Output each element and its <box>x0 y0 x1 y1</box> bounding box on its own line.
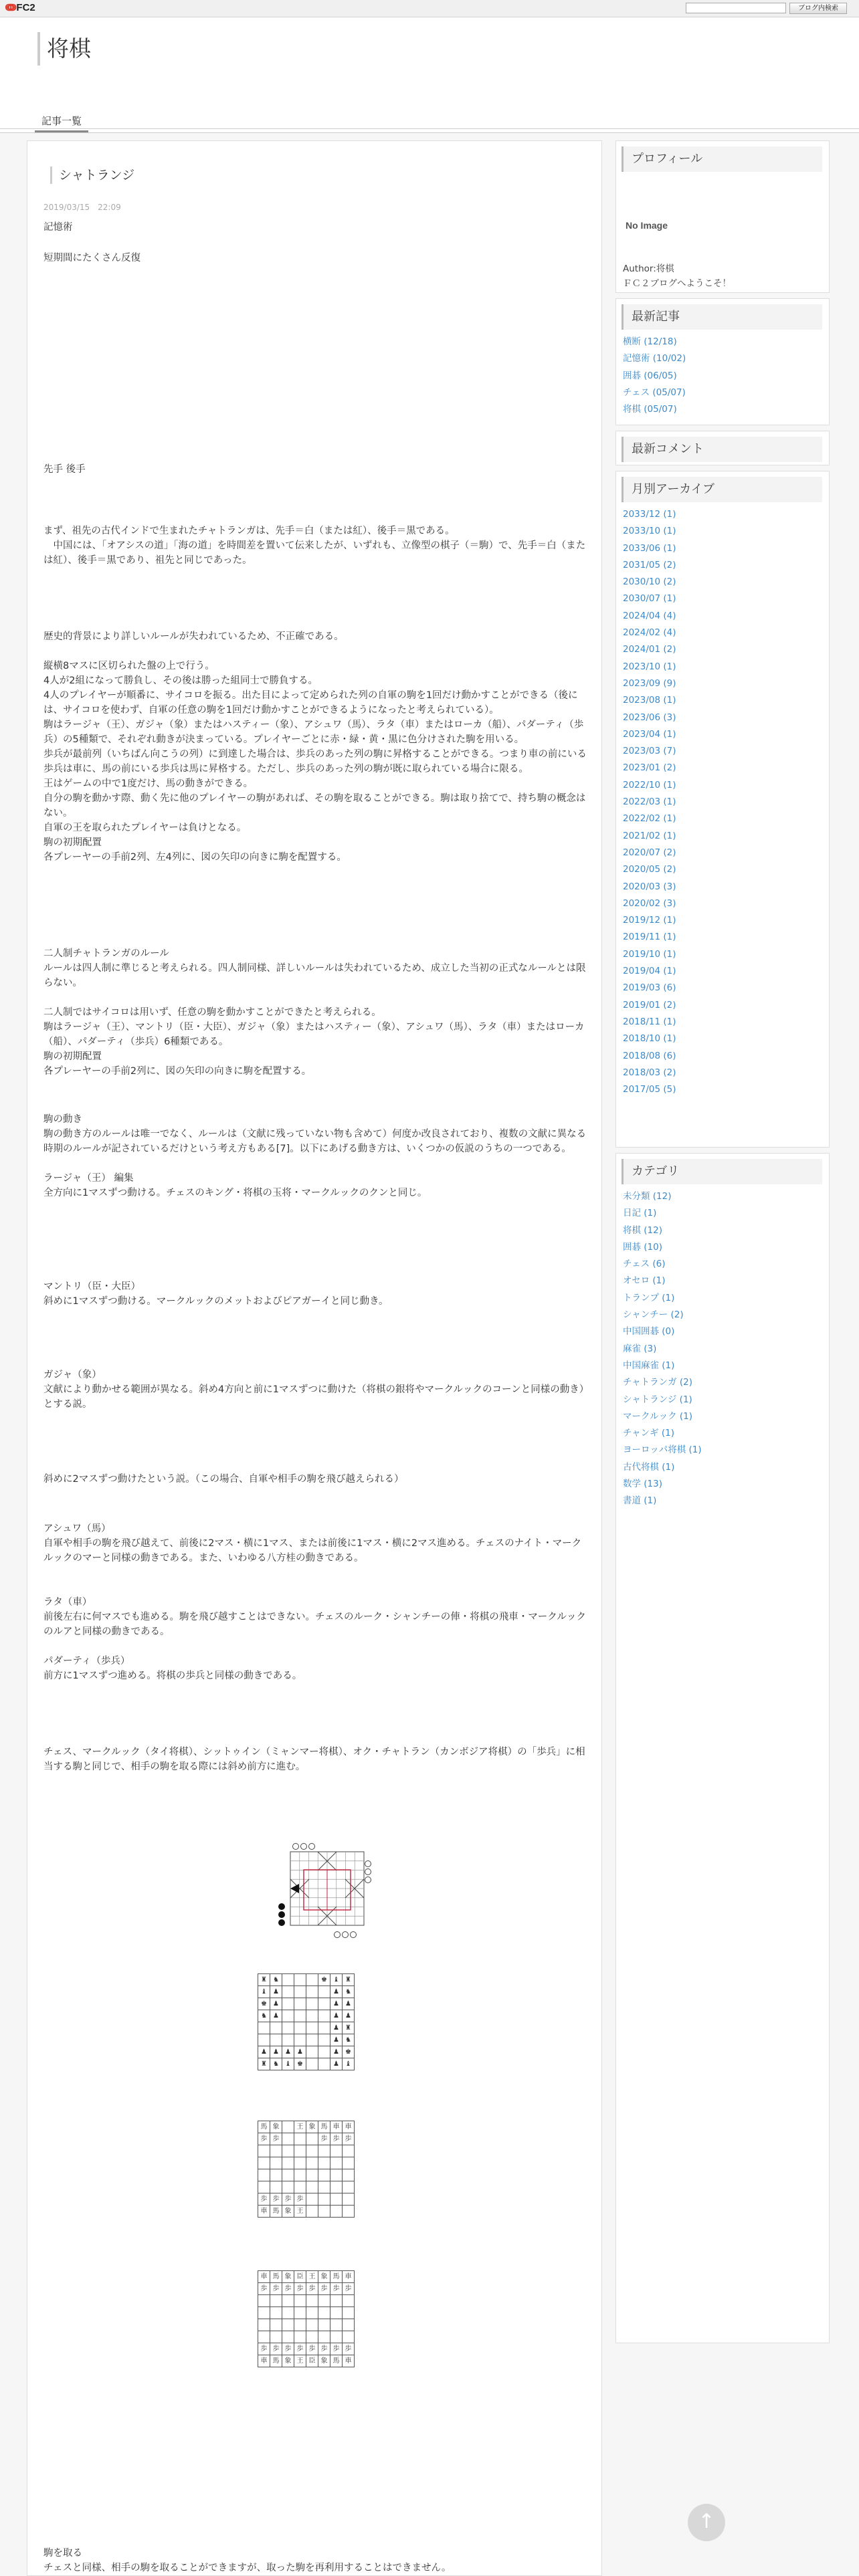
board-cell: 歩 <box>318 2343 330 2355</box>
category-item-link[interactable]: 中国麻雀 (1) <box>623 1360 675 1371</box>
category-item-link[interactable]: 日記 (1) <box>623 1208 657 1219</box>
archive-item <box>623 845 676 861</box>
widget-recent-title: 最新記事 <box>622 304 822 330</box>
board-cell: 馬 <box>330 2271 343 2283</box>
archive-item-link[interactable]: 2024/01 (2) <box>623 644 676 655</box>
widget-category <box>615 1153 830 2343</box>
board-cell <box>258 2181 270 2193</box>
archive-item <box>623 811 676 827</box>
board-cell: 臣 <box>306 2355 318 2367</box>
recent-article-item <box>623 401 686 418</box>
board-cell <box>306 2181 318 2193</box>
archive-item-link[interactable]: 2022/02 (1) <box>623 813 676 825</box>
archive-item <box>623 625 676 641</box>
archive-item <box>623 608 676 625</box>
board-cell <box>330 2307 343 2319</box>
board-cell: 象 <box>282 2355 294 2367</box>
board-cell: 歩 <box>282 2283 294 2295</box>
widget-profile <box>615 140 830 293</box>
board-cell <box>270 2331 282 2343</box>
fc2-logo-text: FC2 <box>16 2 35 13</box>
board-cell: 歩 <box>258 2193 270 2206</box>
board-cell <box>343 2319 355 2331</box>
fc2-logo[interactable] <box>5 2 35 13</box>
fc2-logo-icon: ↈ <box>5 2 17 13</box>
board-cell: 王 <box>294 2121 306 2133</box>
archive-item <box>623 777 676 794</box>
archive-item-link[interactable]: 2018/11 (1) <box>623 1016 676 1027</box>
board-cell <box>330 2169 343 2181</box>
recent-article-item-link[interactable]: チェス (05/07) <box>623 387 686 398</box>
board-cell <box>343 2181 355 2193</box>
board-cell: 歩 <box>343 2283 355 2295</box>
board-cell <box>294 2157 306 2169</box>
board-cell: 歩 <box>294 2283 306 2295</box>
board-cell: 車 <box>258 2206 270 2218</box>
archive-item <box>623 743 676 760</box>
board-cell: 車 <box>258 2271 270 2283</box>
archive-item-link[interactable]: 2024/02 (4) <box>623 627 676 639</box>
category-item-link[interactable]: 未分類 (12) <box>623 1191 672 1202</box>
archive-item-link[interactable]: 2023/09 (9) <box>623 677 676 689</box>
archive-item <box>623 1031 676 1047</box>
board-cell <box>294 2145 306 2157</box>
category-item <box>623 1425 702 1442</box>
category-item <box>623 1476 702 1493</box>
board-cell <box>318 2331 330 2343</box>
fc2-top-bar <box>0 0 859 17</box>
category-item-link[interactable]: チャトランガ (2) <box>623 1377 693 1388</box>
archive-item <box>623 641 676 658</box>
archive-item <box>623 828 676 845</box>
widget-recent-articles <box>615 298 830 425</box>
archive-item <box>623 574 676 591</box>
board-cell <box>318 2181 330 2193</box>
board-cell: 歩 <box>294 2343 306 2355</box>
archive-item <box>623 726 676 743</box>
entry-para-4: 駒の動き 駒の動き方のルールは唯一でなく、ルールは（文献に残っていない物も含めて）何度か改良されており、複数の文献に異なる時期のルールが記されているだけという考え方もある[7]。以下にあげる動き方は、いくつかの仮説のうちの一つである。 ラージャ（王） 編集 全方向に1マスずつ動ける。チェスのキング・将棋の玉将・マークルックのクンと同じ。 <box>43 1114 587 1198</box>
board-cell <box>258 2169 270 2181</box>
archive-item-link[interactable]: 2023/04 (1) <box>623 728 676 740</box>
board-cell <box>294 2295 306 2307</box>
category-item <box>623 1307 702 1323</box>
board-cell <box>330 2181 343 2193</box>
archive-item-link[interactable]: 2020/05 (2) <box>623 864 676 875</box>
archive-item <box>623 997 676 1014</box>
board-cell: 象 <box>306 2121 318 2133</box>
widget-recent-comments <box>615 431 830 465</box>
archive-item-link[interactable]: 2023/08 (1) <box>623 695 676 706</box>
category-item-link[interactable]: マークルック (1) <box>623 1410 693 1422</box>
board-cell <box>294 2181 306 2193</box>
board-cell <box>330 2157 343 2169</box>
archive-item-link[interactable]: 2023/03 (7) <box>623 746 676 757</box>
entry-para-3: 二人制チャトランガのルール ルールは四人制に準じると考えられる。四人制同様、詳しいルールは失われているため、成立した当初の正式なルールとは限らない。 二人制ではサイコロは用いず、任意の駒を動かすことができたと考えられる。 駒はラージャ（王）、マントリ（臣・大臣）、ガジャ（象）またはハスティー（象）、アシュワ（馬）、ラタ（車）またはローカ（船）、パダーティ（歩兵）6種類である。 駒の初期配置 各プレーヤーの手前2列に、図の矢印の向きに駒を配置する。 <box>43 948 586 1077</box>
board-cell <box>258 2319 270 2331</box>
board-cell <box>282 2319 294 2331</box>
board-cell <box>282 2133 294 2145</box>
category-item-link[interactable]: 中国囲碁 (0) <box>623 1326 675 1337</box>
board-cell <box>330 2319 343 2331</box>
board-cell <box>294 2307 306 2319</box>
board-cell <box>306 2133 318 2145</box>
board-cell <box>306 2157 318 2169</box>
archive-item-link[interactable]: 2033/10 (1) <box>623 526 676 537</box>
arrow-up-icon: ↑ <box>698 2510 715 2533</box>
category-item-link[interactable]: 数学 (13) <box>623 1479 663 1490</box>
category-item-link[interactable]: チャンギ (1) <box>623 1428 675 1439</box>
archive-item <box>623 760 676 776</box>
nav-divider <box>0 128 859 129</box>
board-cell <box>343 2295 355 2307</box>
recent-article-item <box>623 385 686 401</box>
board-cell <box>330 2331 343 2343</box>
archive-item <box>623 861 676 878</box>
entry-category[interactable]: 記憶術 <box>43 222 73 233</box>
category-item <box>623 1222 702 1239</box>
picture-board-diagram <box>258 1973 355 2070</box>
recent-article-item-link[interactable]: 将棋 (05/07) <box>623 404 677 415</box>
category-item <box>623 1459 702 1476</box>
category-item-link[interactable]: シャトランジ (1) <box>623 1394 692 1405</box>
archive-item-link[interactable]: 2023/10 (1) <box>623 661 676 672</box>
entry-para-2: 歴史的背景により詳しいルールが失われているため、不正確である。 縦横8マスに区切られた盤の上で行う。 4人が2組になって勝負し、その後は勝った組同士で勝負する。 4人のプレイヤーが順番に、サイコロを振る。出た目によって定められた列の自軍の駒を1回だけ動かすことができる（後には、サイコロを使わず、自軍の任意の駒を1回だけ動かすことができるようになったと考えられている）。 駒はラージャ（王）、ガジャ（象）またはハスティー（象）、アシュワ（馬）、ラタ（車）またはローカ（船）、パダーティ（歩兵）の5種類で、それぞれ動きが決まっている。プレイヤーごとに赤・緑・黄・黒に色分けされた駒を用いる。 歩兵が最前列（いちばん向こうの列）に到達した場合は、歩兵のあった列の駒に昇格することができる。つまり車の前にいる歩兵は車に、馬の前にいる歩兵は馬に昇格する。ただし、歩兵のあった列の駒が既に取られている場合に限る。 王はゲームの中で1度だけ、馬の動きができる。 自分の駒を動かす際、動く先に他のプレイヤーの駒があれば、その駒を取ることができる。駒は取り捨てで、持ち駒の概念はない。 自軍の王を取られたプレイヤーは負けとなる。 駒の初期配置 各プレーヤーの手前2列、左4列に、図の矢印の向きに駒を配置する。 <box>43 631 587 863</box>
board-cell <box>343 2331 355 2343</box>
archive-item <box>623 692 676 709</box>
archive-item-link[interactable]: 2033/12 (1) <box>623 509 676 520</box>
board-cell: 象 <box>318 2271 330 2283</box>
board-cell: 象 <box>282 2206 294 2218</box>
archive-item <box>623 912 676 929</box>
archive-item-link[interactable]: 2021/02 (1) <box>623 830 676 841</box>
board-cell: 歩 <box>270 2193 282 2206</box>
archive-item-link[interactable]: 2020/07 (2) <box>623 847 676 858</box>
two-player-board-diagram <box>258 2121 355 2218</box>
archive-item-link[interactable]: 2019/03 (6) <box>623 982 676 994</box>
board-cell: 歩 <box>318 2133 330 2145</box>
four-player-board-diagram <box>274 1840 374 1953</box>
recent-article-item <box>623 368 686 385</box>
archive-item <box>623 591 676 607</box>
archive-item <box>623 506 676 523</box>
category-item <box>623 1205 702 1222</box>
archive-item-link[interactable]: 2020/02 (3) <box>623 897 676 909</box>
shatranj-board-diagram <box>258 2270 355 2367</box>
board-cell <box>282 2331 294 2343</box>
board-cell <box>282 2181 294 2193</box>
entry-title[interactable]: シャトランジ <box>50 167 134 184</box>
main-entry <box>27 140 602 2576</box>
entry-date: 2019/03/15 22:09 <box>43 203 121 212</box>
entry-para-5: マントリ（臣・大臣） 斜めに1マスずつ動ける。マークルックのメットおよびピアガーイと同じ動き。 <box>43 1281 389 1307</box>
board-cell <box>343 2307 355 2319</box>
category-item <box>623 1442 702 1459</box>
category-item <box>623 1341 702 1358</box>
widget-category-title: カテゴリ <box>622 1159 822 1184</box>
category-item-link[interactable]: 将棋 (12) <box>623 1224 663 1236</box>
recent-articles-list <box>623 334 686 418</box>
archive-item <box>623 675 676 692</box>
archive-item <box>623 1065 676 1081</box>
board-cell <box>343 2193 355 2206</box>
board-cell <box>343 2157 355 2169</box>
archive-item <box>623 980 676 996</box>
category-item <box>623 1256 702 1273</box>
board-cell <box>258 2331 270 2343</box>
board-cell <box>330 2206 343 2218</box>
board-cell <box>318 2319 330 2331</box>
category-item <box>623 1188 702 1205</box>
widget-monthly-archive <box>615 471 830 1148</box>
category-item <box>623 1273 702 1289</box>
recent-article-item <box>623 350 686 367</box>
board-cell <box>343 2169 355 2181</box>
recent-article-item-link[interactable]: 記憶術 (10/02) <box>623 353 686 364</box>
board-cell: 歩 <box>330 2133 343 2145</box>
archive-item-link[interactable]: 2024/04 (4) <box>623 610 676 621</box>
category-item-link[interactable]: ヨーロッパ将棋 (1) <box>623 1444 702 1456</box>
archive-item-link[interactable]: 2017/05 (5) <box>623 1084 676 1095</box>
board-cell <box>306 2331 318 2343</box>
entry-para-10: 駒を取る チェスと同様、相手の駒を取ることができますが、取った駒を再利用することはできません。 <box>43 2548 452 2573</box>
board-cell <box>318 2193 330 2206</box>
archive-item <box>623 1081 676 1098</box>
board-cell <box>294 2169 306 2181</box>
category-item-link[interactable]: チェス (6) <box>623 1259 666 1270</box>
category-list <box>623 1188 702 1510</box>
board-cell: 王 <box>306 2271 318 2283</box>
profile-author-name: Author:将棋 <box>623 263 674 274</box>
archive-item <box>623 540 676 557</box>
recent-article-item-link[interactable]: 囲碁 (06/05) <box>623 370 677 381</box>
board-cell <box>282 2307 294 2319</box>
board-cell <box>294 2133 306 2145</box>
board-cell <box>282 2145 294 2157</box>
nav-article-list[interactable]: 記事一覧 <box>35 111 88 132</box>
archive-item <box>623 895 676 912</box>
board-cell: 王 <box>294 2206 306 2218</box>
board-cell <box>270 2319 282 2331</box>
archive-item <box>623 946 676 963</box>
widget-comments-title: 最新コメント <box>622 437 822 462</box>
archive-item-link[interactable]: 2019/04 (1) <box>623 966 676 977</box>
board-cell <box>270 2307 282 2319</box>
board-cell <box>318 2169 330 2181</box>
category-item <box>623 1239 702 1256</box>
blog-search-button[interactable]: ブログ内検索 <box>789 3 847 14</box>
board-cell <box>306 2319 318 2331</box>
board-cell: 象 <box>270 2121 282 2133</box>
board-cell <box>318 2206 330 2218</box>
board-cell <box>343 2145 355 2157</box>
board-cell: 馬 <box>258 2121 270 2133</box>
archive-list <box>623 506 676 1098</box>
board-cell <box>282 2121 294 2133</box>
board-cell <box>318 2157 330 2169</box>
board-cell <box>318 2145 330 2157</box>
archive-item-link[interactable]: 2030/10 (2) <box>623 576 676 588</box>
board-cell <box>282 2169 294 2181</box>
board-cell: 歩 <box>270 2133 282 2145</box>
entry-intro: 短期間にたくさん反復 <box>43 253 140 263</box>
archive-item-link[interactable]: 2030/07 (1) <box>623 593 676 605</box>
board-cell: 歩 <box>258 2283 270 2295</box>
board-cell <box>318 2295 330 2307</box>
board-cell <box>306 2145 318 2157</box>
board-cell <box>306 2295 318 2307</box>
board-cell: 車 <box>343 2121 355 2133</box>
archive-item <box>623 557 676 574</box>
board-cell: 歩 <box>330 2343 343 2355</box>
board-cell: 馬 <box>270 2206 282 2218</box>
board-cell <box>282 2295 294 2307</box>
widget-archive-title: 月別アーカイブ <box>622 477 822 502</box>
blog-title[interactable]: 将棋 <box>37 32 91 66</box>
profile-author <box>623 261 731 291</box>
board-cell <box>306 2169 318 2181</box>
board-cell: 象 <box>282 2271 294 2283</box>
board-cell: 車 <box>343 2355 355 2367</box>
board-cell: 馬 <box>318 2121 330 2133</box>
entry-para-6: ガジャ（象） 文献により動かせる範囲が異なる。斜め4方向と前に1マスずつに動けた（将棋の銀将やマークルックのコーンと同様の動き）とする説。 <box>43 1370 584 1410</box>
category-item <box>623 1358 702 1374</box>
board-cell: 馬 <box>270 2355 282 2367</box>
picture-board-grid: ♜ ♞ ♚ ♝ ♜ ♝ ♟ ♟ ♞ ♚ ♟ ♟ ♟ ♞ ♟ ♟ ♟ ♟ ♜ ♟ ♞ ♟ ♟ ♟ ♟ ♟ ♚ ♜ ♞ ♝ ♚ ♟ ♝ <box>258 1973 355 2070</box>
board-cell <box>330 2145 343 2157</box>
entry-players: 先手 後手 <box>43 464 86 475</box>
category-item-link[interactable]: 古代将棋 (1) <box>623 1461 675 1473</box>
blog-search-input[interactable] <box>686 3 786 13</box>
archive-item <box>623 1014 676 1031</box>
board-cell <box>330 2193 343 2206</box>
board-cell <box>306 2307 318 2319</box>
archive-item-link[interactable]: 2019/12 (1) <box>623 915 676 926</box>
category-item-link[interactable]: シャンチー (2) <box>623 1309 684 1321</box>
board-cell: 歩 <box>343 2133 355 2145</box>
category-item <box>623 1290 702 1307</box>
category-item <box>623 1323 702 1340</box>
board-cell: 歩 <box>294 2193 306 2206</box>
category-item <box>623 1408 702 1425</box>
archive-item-link[interactable]: 2023/06 (3) <box>623 712 676 723</box>
board-cell <box>343 2206 355 2218</box>
board-cell: 車 <box>330 2121 343 2133</box>
archive-item <box>623 1048 676 1065</box>
board-cell <box>270 2295 282 2307</box>
board-cell: 歩 <box>270 2343 282 2355</box>
board-cell <box>306 2193 318 2206</box>
archive-item-link[interactable]: 2018/03 (2) <box>623 1067 676 1078</box>
board-cell: 車 <box>343 2271 355 2283</box>
category-item <box>623 1493 702 1509</box>
archive-item <box>623 659 676 675</box>
board-cell <box>270 2169 282 2181</box>
board-cell: 歩 <box>306 2343 318 2355</box>
category-item-link[interactable]: トランプ (1) <box>623 1292 675 1303</box>
board-cell <box>270 2181 282 2193</box>
archive-item <box>623 963 676 980</box>
archive-item-link[interactable]: 2019/11 (1) <box>623 932 676 943</box>
board-cell: 馬 <box>330 2355 343 2367</box>
profile-no-image: No Image <box>626 220 668 231</box>
board-cell <box>258 2157 270 2169</box>
archive-item <box>623 794 676 811</box>
board-cell: 歩 <box>330 2283 343 2295</box>
board-cell: 歩 <box>343 2343 355 2355</box>
archive-item-link[interactable]: 2019/01 (2) <box>623 999 676 1010</box>
board-cell: 歩 <box>270 2283 282 2295</box>
category-item <box>623 1374 702 1391</box>
board-cell <box>258 2145 270 2157</box>
entry-para-8: アシュワ（馬） 自軍や相手の駒を飛び越えて、前後に2マス・横に1マス、または前後に1マス・横に2マス進める。チェスのナイト・マークルックのマーと同様の動きである。また、いわゆる八方桂の動きである。 ラタ（車） 前後左右に何マスでも進める。駒を飛び越すことはできない。チェスのルーク・シャンチーの俥・将棋の飛車・マークルックのルアと同様の動きである。 パダーティ（歩兵） 前方に1マスずつ進める。将棋の歩兵と同様の動きである。 <box>43 1523 586 1681</box>
board-cell: 象 <box>318 2355 330 2367</box>
archive-item-link[interactable]: 2031/05 (2) <box>623 559 676 570</box>
widget-profile-title: プロフィール <box>622 146 822 172</box>
board-cell <box>318 2307 330 2319</box>
entry-para-1: まず、祖先の古代インドで生まれたチャトランガは、先手＝白（または紅）、後手＝黒である。 中国には、「オアシスの道」「海の道」を時間差を置いて伝来したが、いずれも、立像型の棋子（＝駒）で、先手＝白（または紅）、後手＝黒であり、祖先と同じであった。 <box>43 526 586 566</box>
board-cell: 歩 <box>258 2133 270 2145</box>
shatranj-board-grid <box>258 2270 355 2367</box>
site-header <box>0 17 859 133</box>
board-cell <box>270 2157 282 2169</box>
archive-item-link[interactable]: 2033/06 (1) <box>623 542 676 554</box>
recent-article-item-link[interactable]: 横断 (12/18) <box>623 336 677 347</box>
archive-item <box>623 929 676 946</box>
entry-para-9: チェス、マークルック（タイ将棋）、シットゥイン（ミャンマー将棋）、オク・チャトラン（カンボジア将棋）の「歩兵」に相当する駒と同じで、相手の駒を取る際には斜め前方に進む。 <box>43 1747 585 1772</box>
board-cell: 歩 <box>282 2193 294 2206</box>
profile-welcome: ＦＣ２ブログへようこそ！ <box>623 278 731 289</box>
board-cell <box>282 2157 294 2169</box>
archive-item-link[interactable]: 2022/10 (1) <box>623 779 676 790</box>
board-cell <box>258 2307 270 2319</box>
archive-item-link[interactable]: 2019/10 (1) <box>623 948 676 960</box>
archive-item <box>623 523 676 540</box>
board-cell: 馬 <box>270 2271 282 2283</box>
category-item <box>623 1392 702 1408</box>
category-item-link[interactable]: オセロ (1) <box>623 1275 666 1287</box>
archive-item-link[interactable]: 2020/03 (3) <box>623 881 676 892</box>
scroll-to-top-button[interactable] <box>688 2504 725 2541</box>
category-item-link[interactable]: 麻雀 (3) <box>623 1343 657 1354</box>
two-player-board-grid <box>258 2121 355 2218</box>
category-item-link[interactable]: 囲碁 (10) <box>623 1241 663 1253</box>
board-cell: 臣 <box>294 2271 306 2283</box>
board-cell: 歩 <box>306 2283 318 2295</box>
board-cell: 歩 <box>318 2283 330 2295</box>
category-item-link[interactable]: 書道 (1) <box>623 1495 657 1507</box>
board-cell: 車 <box>258 2355 270 2367</box>
archive-item <box>623 879 676 895</box>
board-cell <box>258 2295 270 2307</box>
board-cell <box>294 2331 306 2343</box>
board-cell <box>270 2145 282 2157</box>
archive-item-link[interactable]: 2023/01 (2) <box>623 762 676 774</box>
board-cell: 歩 <box>282 2343 294 2355</box>
board-cell <box>306 2206 318 2218</box>
board-cell <box>330 2295 343 2307</box>
archive-item <box>623 710 676 726</box>
recent-article-item <box>623 334 686 350</box>
archive-item-link[interactable]: 2018/10 (1) <box>623 1033 676 1045</box>
board-cell <box>294 2319 306 2331</box>
board-cell: 歩 <box>258 2343 270 2355</box>
entry-para-7: 斜めに2マスずつ動けたという説。（この場合、自軍や相手の駒を飛び越えられる） <box>43 1474 404 1485</box>
archive-item-link[interactable]: 2022/03 (1) <box>623 796 676 808</box>
board-cell: 王 <box>294 2355 306 2367</box>
archive-item-link[interactable]: 2018/08 (6) <box>623 1050 676 1061</box>
